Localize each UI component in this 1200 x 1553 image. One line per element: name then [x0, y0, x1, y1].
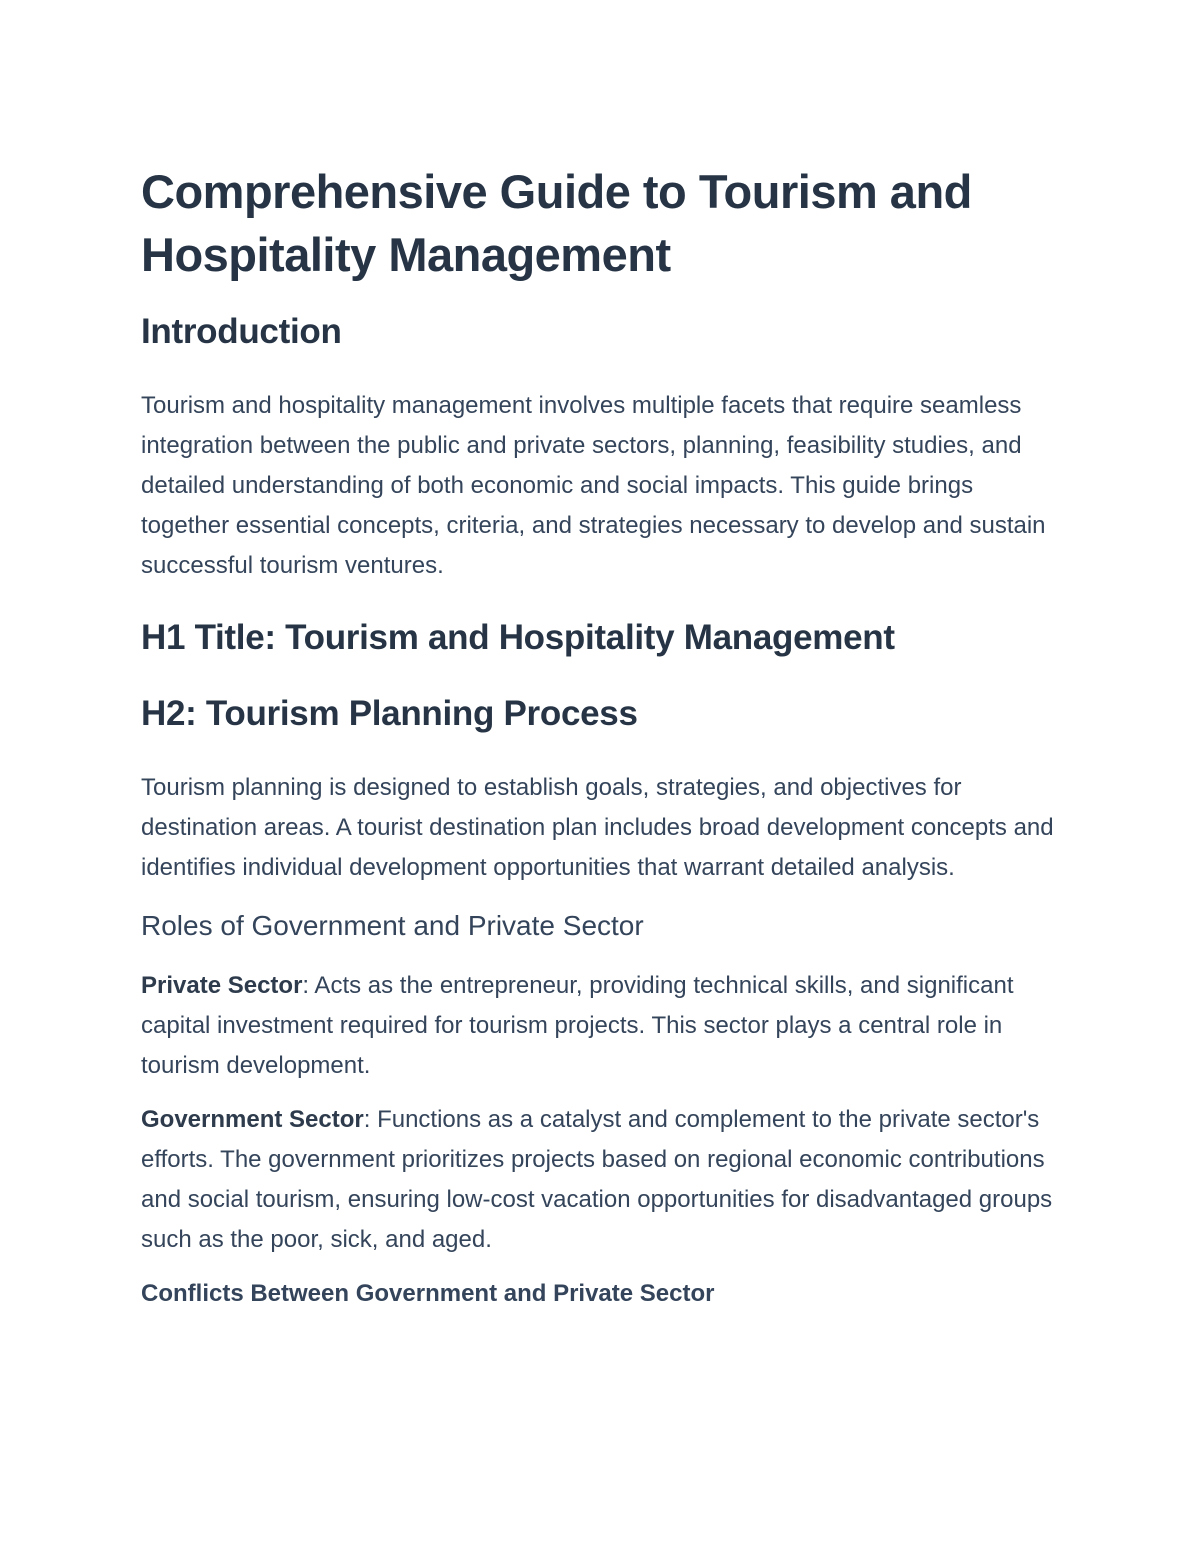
private-sector-label: Private Sector — [141, 972, 303, 999]
planning-process-heading: H2: Tourism Planning Process — [141, 694, 638, 733]
planning-paragraph: Tourism planning is designed to establish goals, strategies, and objectives for destination areas. A tourist destination plan includes broad development concepts and identifies individual development opportunities that warrant detailed analysis. — [141, 774, 1054, 881]
conflicts-heading: Conflicts Between Government and Private Sector — [141, 1280, 715, 1307]
h1-title-heading: H1 Title: Tourism and Hospitality Management — [141, 618, 895, 657]
government-sector-paragraph — [141, 1100, 1061, 1260]
introduction-heading: Introduction — [141, 312, 342, 351]
roles-heading: Roles of Government and Private Sector — [141, 910, 644, 941]
document-title: Comprehensive Guide to Tourism and Hospitality Management — [141, 165, 972, 281]
government-sector-label: Government Sector — [141, 1106, 364, 1133]
private-sector-text: : Acts as the entrepreneur, providing technical skills, and significant capital investment required for tourism projects. This sector plays a central role in tourism development. — [141, 972, 1014, 1079]
government-sector-text: : Functions as a catalyst and complement to the private sector's efforts. The government prioritizes projects based on regional economic contributions and social tourism, ensuring low-cost vacation opportunities for disadvantaged groups such as the poor, sick, and aged. — [141, 1106, 1053, 1253]
private-sector-paragraph — [141, 966, 1061, 1086]
document-page — [141, 160, 1061, 1314]
introduction-paragraph: Tourism and hospitality management involves multiple facets that require seamless integration between the public and private sectors, planning, feasibility studies, and detailed understanding of both economic and social impacts. This guide brings together essential concepts, criteria, and strategies necessary to develop and sustain successful tourism ventures. — [141, 392, 1046, 579]
